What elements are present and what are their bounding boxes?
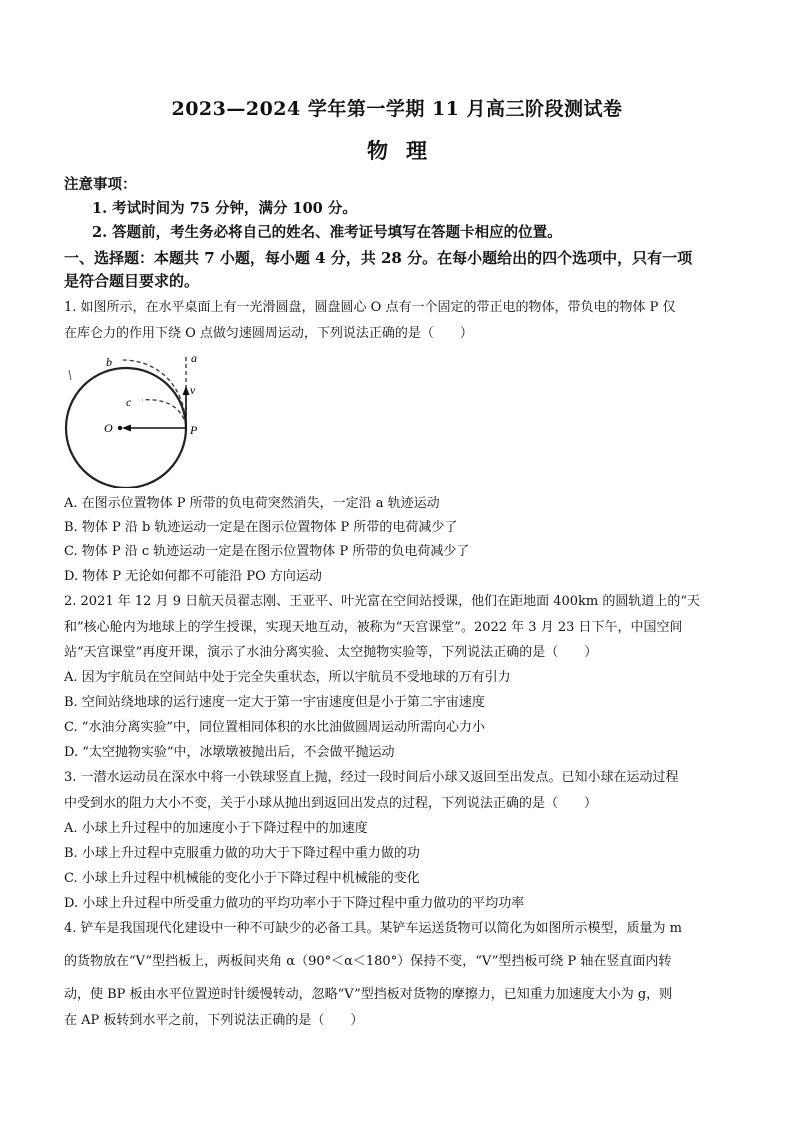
q1-option-a: A. 在图示位置物体 P 所带的负电荷突然消失，一定沿 a 轨迹运动 [64, 496, 440, 511]
q1-stem-line-2: 在库仑力的作用下绕 O 点做匀速圆周运动，下列说法正确的是（ ） [64, 326, 473, 341]
velocity-arrowhead [183, 386, 190, 395]
q1-stem-line-1: 1. 如图所示，在水平桌面上有一光滑圆盘，圆盘圆心 O 点有一个固定的带正电的物体，带负电的物体 P 仅 [64, 300, 676, 315]
q4-stem-line-1: 4. 铲车是我国现代化建设中一种不可缺少的必备工具。某铲车运送货物可以简化为如图所示模型，质量为 m [64, 921, 682, 936]
trajectory-c [142, 400, 186, 426]
subject-title [0, 135, 794, 165]
q3-option-d: D. 小球上升过程中所受重力做功的平均功率小于下降过程中重力做功的平均功率 [64, 896, 525, 911]
label-a: a [191, 351, 197, 365]
q2-option-a: A. 因为宇航员在空间站中处于完全失重状态，所以宇航员不受地球的万有引力 [64, 670, 511, 685]
q1-option-b: B. 物体 P 沿 b 轨迹运动一定是在图示位置物体 P 所带的电荷减少了 [64, 520, 458, 535]
notice-item-1: 1. 考试时间为 75 分钟，满分 100 分。 [92, 200, 357, 217]
q2-stem-line-2: 和”核心舱内为地球上的学生授课，实现天地互动，被称为“天宫课堂”。2022 年 3 月 23 日下午，中国空间 [64, 620, 683, 635]
notice-heading: 注意事项： [64, 176, 137, 193]
q1-option-c: C. 物体 P 沿 c 轨迹运动一定是在图示位置物体 P 所带的负电荷减少了 [64, 544, 470, 559]
q1-figure-disk-diagram [60, 348, 210, 488]
q4-stem-line-2: 的货物放在“V”型挡板上，两板间夹角 α（90°＜α＜180°）保持不变，“V”型挡板可绕 P 轴在竖直面内转 [64, 954, 672, 969]
q3-option-c: C. 小球上升过程中机械能的变化小于下降过程中机械能的变化 [64, 871, 420, 886]
edge-mark [69, 370, 71, 380]
q4-stem-line-3: 动，使 BP 板由水平位置逆时针缓慢转动，忽略“V”型挡板对货物的摩擦力，已知重力加速度大小为 g，则 [64, 987, 673, 1002]
exam-title: 2023—2024 学年第一学期 11 月高三阶段测试卷 [171, 98, 623, 120]
label-b: b [106, 355, 112, 369]
q2-option-d: D. “太空抛物实验”中，冰墩墩被抛出后，不会做平抛运动 [64, 745, 395, 760]
label-o: O [104, 421, 113, 435]
label-p: P [190, 423, 198, 437]
q3-option-b: B. 小球上升过程中克服重力做的功大于下降过程中重力做的功 [64, 846, 420, 861]
q3-stem-line-2: 中受到水的阻力大小不变，关于小球从抛出到返回出发点的过程，下列说法正确的是（ ） [64, 796, 598, 811]
q2-stem-line-3: 站“天宫课堂”再度开课，演示了水油分离实验、太空抛物实验等，下列说法正确的是（ ） [64, 645, 598, 660]
notice-item-2: 2. 答题前，考生务必将自己的姓名、准考证号填写在答题卡相应的位置。 [92, 224, 562, 241]
center-dot [118, 426, 122, 430]
q4-stem-line-4: 在 AP 板转到水平之前，下列说法正确的是（ ） [64, 1013, 364, 1028]
subject-char-1: 物 [367, 138, 388, 163]
q2-stem-line-1: 2. 2021 年 12 月 9 日航天员翟志刚、王亚平、叶光富在空间站授课，他们在距地面 400km 的圆轨道上的“天 [64, 594, 701, 609]
q2-option-b: B. 空间站绕地球的运行速度一定大于第一宇宙速度但是小于第二宇宙速度 [64, 695, 485, 710]
label-v: v [190, 383, 196, 397]
section-heading-line-2: 是符合题目要求的。 [64, 272, 200, 290]
label-c: c [126, 395, 132, 409]
q3-option-a: A. 小球上升过程中的加速度小于下降过程中的加速度 [64, 821, 368, 836]
section-heading-line-1: 一、选择题：本题共 7 小题，每小题 4 分，共 28 分。在每小题给出的四个选项中，只有一项 [64, 249, 693, 267]
force-arrowhead [122, 425, 131, 432]
subject-char-2: 理 [406, 138, 427, 163]
q1-option-d: D. 物体 P 无论如何都不可能沿 PO 方向运动 [64, 569, 322, 584]
q2-option-c: C. “水油分离实验”中，同位置相同体积的水比油做圆周运动所需向心力小 [64, 720, 486, 735]
trajectory-b [122, 360, 186, 426]
q3-stem-line-1: 3. 一潜水运动员在深水中将一小铁球竖直上抛，经过一段时间后小球又返回至出发点。已知小球在运动过程 [64, 770, 679, 785]
